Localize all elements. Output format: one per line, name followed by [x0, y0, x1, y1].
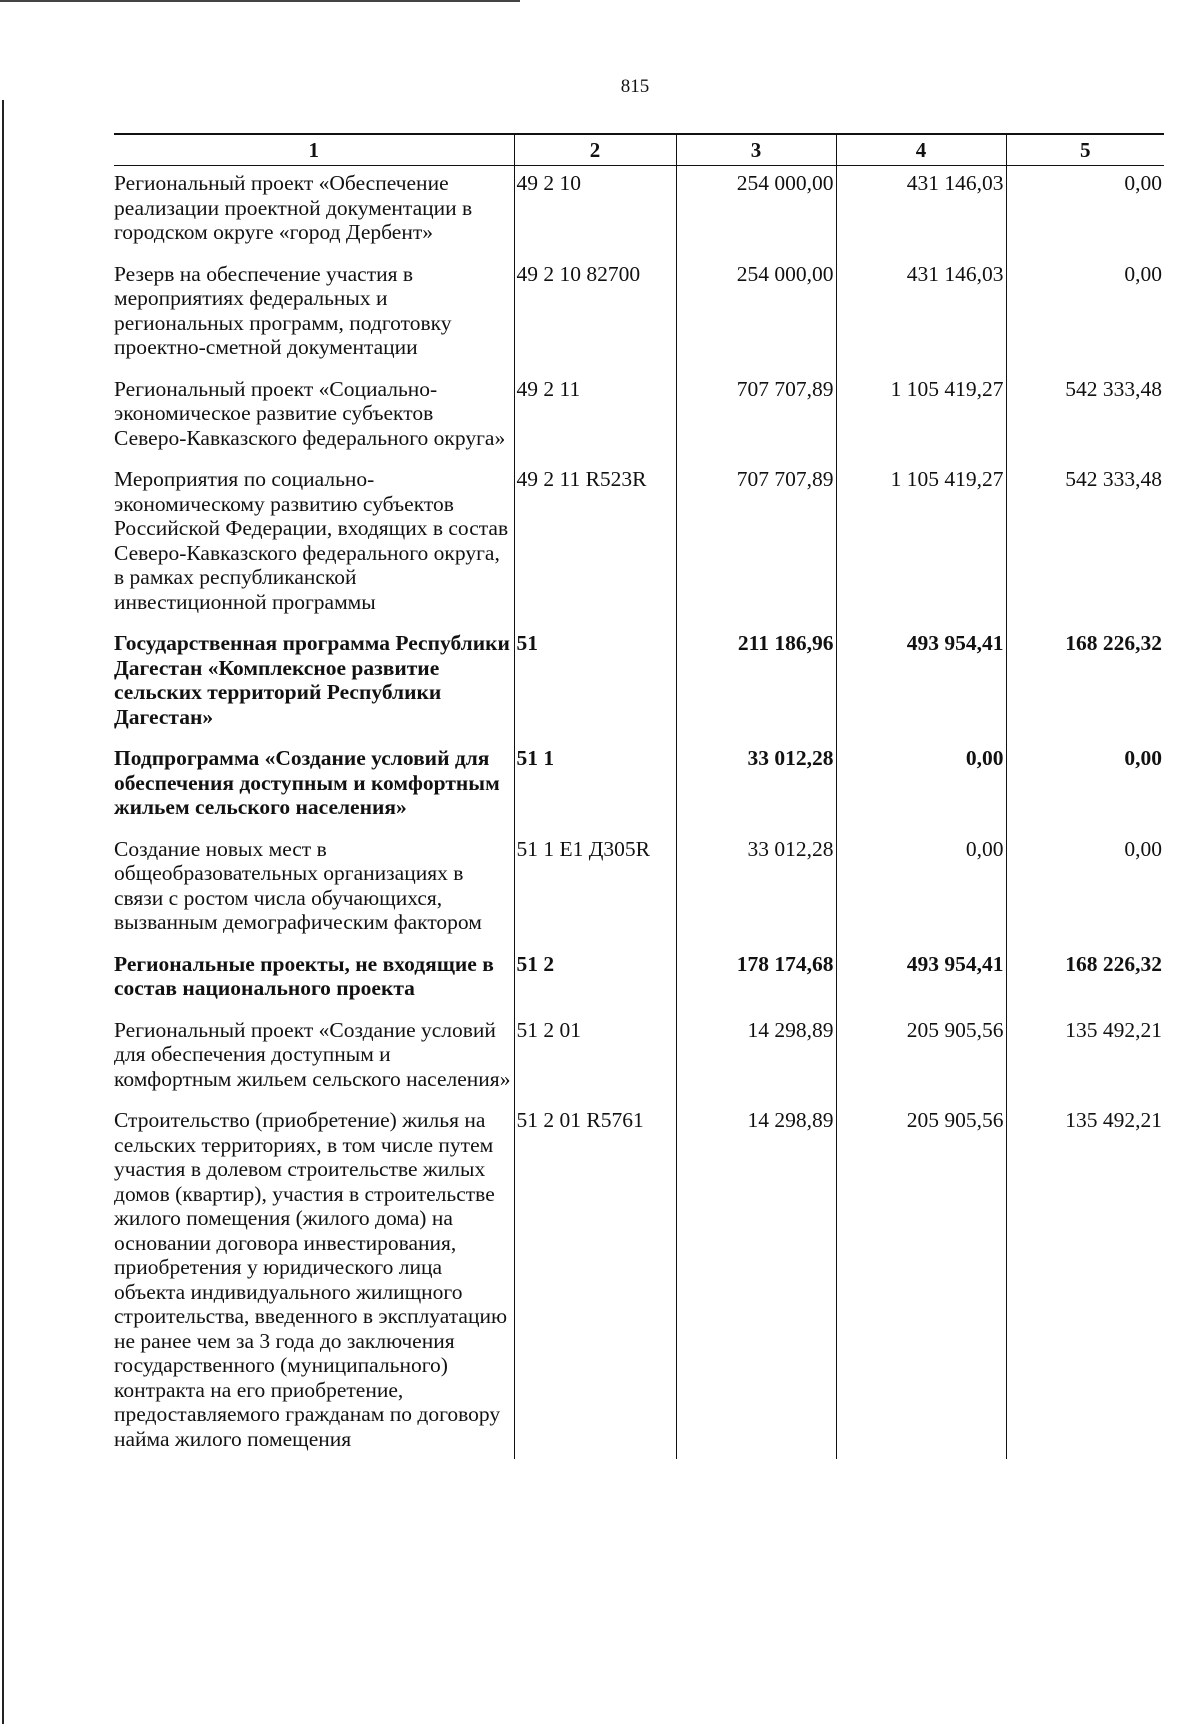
row-value-5: 542 333,48	[1006, 467, 1164, 631]
table-row	[114, 837, 1164, 952]
table-row	[114, 746, 1164, 837]
table-row	[114, 1108, 1164, 1459]
row-code: 49 2 10 82700	[514, 262, 676, 377]
header-col-2: 2	[514, 134, 676, 166]
header-row	[114, 134, 1164, 166]
table-row	[114, 1018, 1164, 1109]
row-value-3: 33 012,28	[676, 746, 836, 837]
row-name: Региональный проект «Обеспечение реализации проектной документации в городском округе «город Дербент»	[114, 171, 473, 244]
row-value-5: 542 333,48	[1006, 377, 1164, 468]
row-value-4: 1 105 419,27	[836, 467, 1006, 631]
row-code: 51 2	[514, 952, 676, 1018]
row-name: Региональный проект «Создание условий для обеспечения доступным и комфортным жильем сельского населения»	[114, 1017, 511, 1091]
row-code: 51 1 E1 Д305R	[514, 837, 676, 952]
row-code: 51 2 01	[514, 1018, 676, 1109]
header-col-1: 1	[114, 134, 514, 166]
row-value-3: 14 298,89	[676, 1018, 836, 1109]
row-value-3: 14 298,89	[676, 1108, 836, 1459]
row-code: 49 2 11 R523R	[514, 467, 676, 631]
row-value-5: 135 492,21	[1006, 1108, 1164, 1459]
row-value-4: 493 954,41	[836, 952, 1006, 1018]
table-row	[114, 262, 1164, 377]
header-col-4: 4	[836, 134, 1006, 166]
header-col-5: 5	[1006, 134, 1164, 166]
row-value-4: 0,00	[836, 746, 1006, 837]
scan-edge-top	[0, 0, 520, 2]
row-value-5: 0,00	[1006, 746, 1164, 837]
page-number: 815	[620, 76, 650, 97]
row-name: Подпрограмма «Создание условий для обеспечения доступным и комфортным жильем сельского населения»	[114, 746, 500, 819]
budget-table	[114, 133, 1164, 1459]
row-value-5: 0,00	[1006, 262, 1164, 377]
table-row	[114, 166, 1164, 262]
row-value-3: 254 000,00	[676, 166, 836, 262]
row-value-5: 168 226,32	[1006, 952, 1164, 1018]
row-code: 51 2 01 R5761	[514, 1108, 676, 1459]
row-code: 49 2 10	[514, 166, 676, 262]
table-row	[114, 467, 1164, 631]
row-name: Резерв на обеспечение участия в мероприятиях федеральных и региональных программ, подготовку проектно-сметной документации	[114, 261, 452, 359]
row-value-4: 0,00	[836, 837, 1006, 952]
table-row	[114, 377, 1164, 468]
row-name: Мероприятия по социально-экономическому развитию субъектов Российской Федерации, входящих в состав Северо-Кавказского федерального округа, в рамках республиканской инвестиционной программы	[114, 467, 509, 614]
row-code: 51	[514, 631, 676, 746]
row-name: Создание новых мест в общеобразовательных организациях в связи с ростом числа обучающихся, вызванным демографическим фактором	[114, 836, 482, 934]
table-row	[114, 952, 1164, 1018]
row-value-3: 707 707,89	[676, 377, 836, 468]
row-code: 51 1	[514, 746, 676, 837]
row-value-5: 135 492,21	[1006, 1018, 1164, 1109]
row-name: Региональные проекты, не входящие в состав национального проекта	[114, 951, 494, 1000]
row-value-3: 254 000,00	[676, 262, 836, 377]
row-value-3: 33 012,28	[676, 837, 836, 952]
row-value-4: 205 905,56	[836, 1018, 1006, 1109]
row-value-5: 168 226,32	[1006, 631, 1164, 746]
row-value-3: 707 707,89	[676, 467, 836, 631]
row-value-4: 205 905,56	[836, 1108, 1006, 1459]
row-name: Государственная программа Республики Дагестан «Комплексное развитие сельских территорий Республики Дагестан»	[114, 631, 510, 729]
scan-edge-left	[2, 100, 4, 1724]
row-value-4: 1 105 419,27	[836, 377, 1006, 468]
row-code: 49 2 11	[514, 377, 676, 468]
table-row	[114, 631, 1164, 746]
row-value-4: 493 954,41	[836, 631, 1006, 746]
row-value-5: 0,00	[1006, 166, 1164, 262]
row-value-3: 211 186,96	[676, 631, 836, 746]
row-name: Региональный проект «Социально-экономическое развитие субъектов Северо-Кавказского федерального округа»	[114, 376, 506, 450]
row-name: Строительство (приобретение) жилья на сельских территориях, в том числе путем участия в долевом строительстве жилых домов (квартир), участия в строительстве жилого помещения (жилого дома) на основании договора инвестирования, приобретения у юридического лица объекта индивидуального жилищного строительства, введенного в эксплуатацию не ранее чем за 3 года до заключения государственного (муниципального) контракта на его приобретение, предоставляемого гражданам по договору найма жилого помещения	[114, 1108, 508, 1451]
row-value-4: 431 146,03	[836, 262, 1006, 377]
row-value-5: 0,00	[1006, 837, 1164, 952]
row-value-3: 178 174,68	[676, 952, 836, 1018]
header-col-3: 3	[676, 134, 836, 166]
row-value-4: 431 146,03	[836, 166, 1006, 262]
